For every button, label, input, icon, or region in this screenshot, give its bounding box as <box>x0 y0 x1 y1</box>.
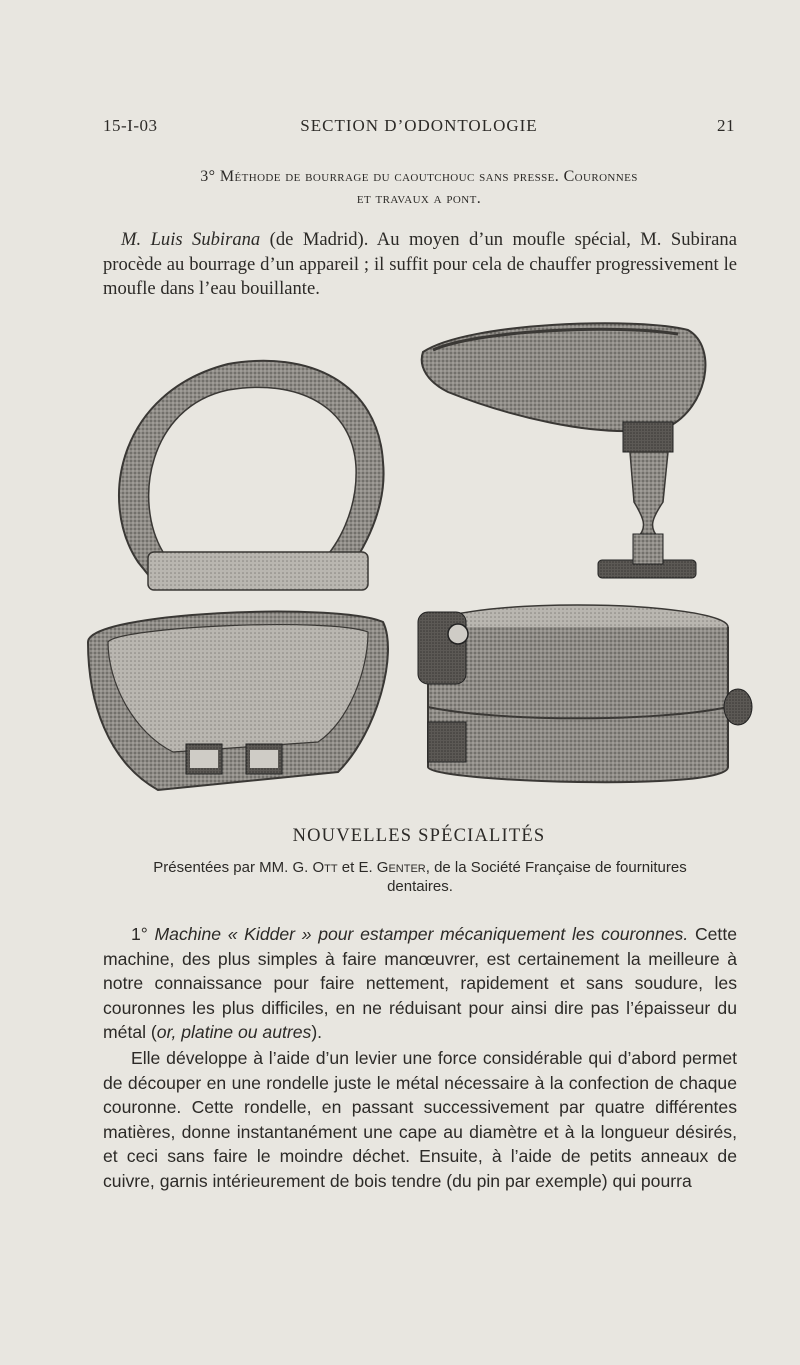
paragraph-text-a: Cette machine, des plus simples à faire manœuvrer, est certainement la meilleure à notre connaissance pour faire nettement, rapidement et sans soudure, les couronnes les plus difficiles, en ne réduisant pour ainsi dire pas l’épaisseur du métal ( <box>103 924 737 1042</box>
paragraph-text-b: ). <box>311 1022 323 1042</box>
paragraph-kidder-machine <box>103 922 737 1045</box>
paragraph-subirana <box>103 228 737 302</box>
header-section: SECTION D’ODONTOLOGIE <box>300 116 538 135</box>
section-title-line2: et travaux a pont. <box>356 190 482 207</box>
machine-title: Machine « Kidder » pour estamper mécaniquement les couronnes. <box>154 924 689 944</box>
moufle-base-left <box>88 612 388 790</box>
section-title <box>103 166 735 210</box>
paragraph-lever-force: Elle développe à l’aide d’un levier une force considérable qui d’abord permet de découper en une rondelle juste le métal nécessaire à la confection de chaque couronne. Cette rondelle, en passant successivement par quatre différentes matières, donne instantanément une cape au diamètre et à la longueur désirés, et ceci sans faire le moindre déchet. Ensuite, à l’aide de petits anneaux de cuivre, garnis intérieurement de bois tendre (du pin par exemple) qui pourra <box>103 1048 737 1191</box>
presented-by <box>120 858 720 896</box>
heading-nouvelles-specialites: NOUVELLES SPÉCIALITÉS <box>292 826 546 846</box>
presenter-ott: Ott <box>312 859 338 876</box>
section-number: 3° <box>200 168 220 185</box>
presented-suffix: , de la Société Française de fournitures dentaires. <box>387 859 687 895</box>
page-number: 21 <box>717 116 735 135</box>
presented-mid: et E. <box>337 859 377 876</box>
materials: or, platine ou autres <box>156 1022 312 1042</box>
presented-prefix: Présentées par MM. G. <box>153 859 313 876</box>
section-title-line1a: Méthode de bourrage du caoutchouc sans presse. <box>219 168 564 185</box>
ring-frame <box>119 361 384 590</box>
moufle-illustration <box>78 312 768 804</box>
author-name: M. Luis Subirana <box>121 229 261 250</box>
moufle-cylinder <box>418 605 752 782</box>
presenter-genter: Genter <box>376 859 426 876</box>
section-title-line1b: Couronnes <box>563 168 638 185</box>
moufle-lid <box>422 323 706 578</box>
running-header <box>103 116 735 140</box>
paragraph-text: (de Madrid). Au moyen d’un moufle spécial, M. Subirana procède au bourrage d’un appareil ; il suffit pour cela de chauffer progressivement le moufle dans l’eau bouillante. <box>103 229 737 299</box>
item-number: 1° <box>131 924 155 944</box>
header-date: 15-I-03 <box>103 116 158 135</box>
